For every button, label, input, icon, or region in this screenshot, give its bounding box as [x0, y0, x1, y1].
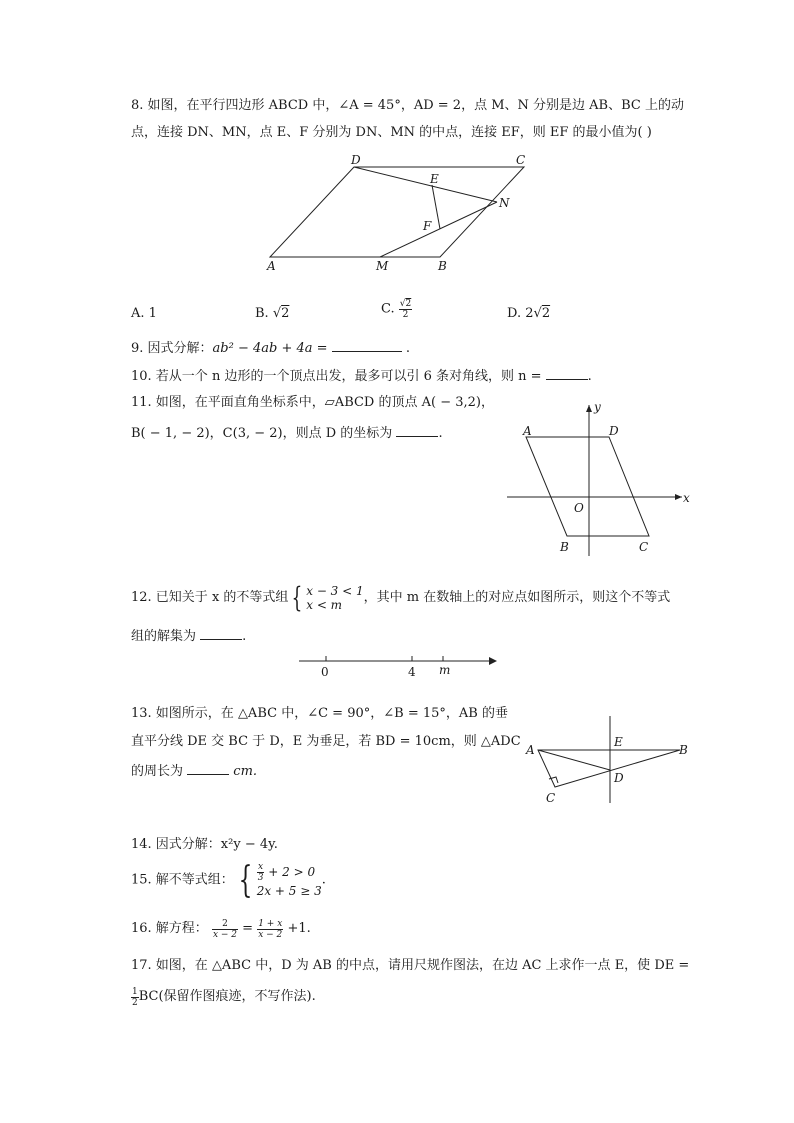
- q17-line1: 17. 如图，在 △ABC 中，D 为 AB 的中点，请用尺规作图法，在边 AC 上求作一点 E，使 DE =: [131, 958, 690, 973]
- q11-label-x: x: [683, 491, 690, 505]
- q8-label-f: F: [423, 219, 432, 233]
- q8-label-a: A: [267, 259, 276, 273]
- q15-text: 15. 解不等式组： { $\frac{x}{3}$ + 2 > 0 2x + 5 ≥ 3 .: [131, 859, 326, 901]
- q13-line2: 直平分线 DE 交 BC 于 D，E 为垂足，若 BD = 10cm，则 △ADC: [131, 734, 521, 749]
- q11-label-d: D: [609, 424, 619, 438]
- q13-line1: 13. 如图所示，在 △ABC 中，∠C = 90°，∠B = 15°，AB 的垂: [131, 706, 508, 721]
- q13-label-e: E: [614, 735, 623, 749]
- q13-label-c: C: [546, 791, 556, 805]
- q12-tick-four: 4: [408, 665, 416, 679]
- q11-label-a: A: [523, 424, 532, 438]
- q16-text: 16. 解方程： $\frac{2}{x - 2}$ = $\frac{1 + x}{x - 2}$ +1.: [131, 918, 311, 940]
- q12-tick-m: m: [439, 663, 451, 677]
- q13-label-d: D: [614, 771, 624, 785]
- q12-line1: 12. 已知关于 x 的不等式组 { x − 3 < 1 x < m ，其中 m 在数轴上的对应点如图所示，则这个不等式: [131, 581, 671, 614]
- q8-label-d: D: [351, 153, 361, 167]
- q13-label-b: B: [679, 743, 688, 757]
- q11-line1: 11. 如图，在平面直角坐标系中，▱ABCD 的顶点 A( − 3,2)，: [131, 395, 494, 410]
- q8-option-a: A. 1: [131, 306, 157, 321]
- q8-option-d: D. 2√2: [507, 306, 551, 321]
- q8-line2: 点，连接 DN、MN，点 E、F 分别为 DN、MN 的中点，连接 EF，则 EF 的最小值为( ): [131, 125, 652, 140]
- q17-line2: $\frac{1}{2}$ BC(保留作图痕迹，不写作法).: [132, 986, 316, 1008]
- q14-text: 14. 因式分解：x²y − 4y.: [131, 837, 278, 852]
- q11-label-c: C: [639, 540, 649, 554]
- q11-line2: B( − 1, − 2)，C(3, − 2)，则点 D 的坐标为 .: [131, 426, 443, 441]
- q8-label-n: N: [499, 196, 510, 210]
- q10-text: 10. 若从一个 n 边形的一个顶点出发，最多可以引 6 条对角线，则 n = .: [131, 369, 592, 384]
- q13-label-a: A: [526, 743, 535, 757]
- q8-line1: 8. 如图，在平行四边形 ABCD 中，∠A = 45°，AD = 2，点 M、N 分别是边 AB、BC 上的动: [131, 98, 684, 113]
- q8-option-b: B. √2: [255, 306, 290, 321]
- q8-label-m: M: [376, 259, 389, 273]
- q11-label-o: O: [574, 501, 584, 515]
- q12-line2: 组的解集为 .: [131, 629, 247, 644]
- q13-line3: 的周长为 cm.: [131, 764, 258, 779]
- q8-option-c: C. $\frac{√2}{2}$: [381, 299, 412, 320]
- q11-label-y: y: [594, 400, 601, 414]
- q9-text: 9. 因式分解：ab² − 4ab + 4a = .: [131, 341, 410, 356]
- q11-label-b: B: [560, 540, 569, 554]
- q12-tick-zero: 0: [321, 665, 329, 679]
- q8-label-e: E: [430, 172, 439, 186]
- q8-label-b: B: [438, 259, 447, 273]
- q8-label-c: C: [516, 153, 526, 167]
